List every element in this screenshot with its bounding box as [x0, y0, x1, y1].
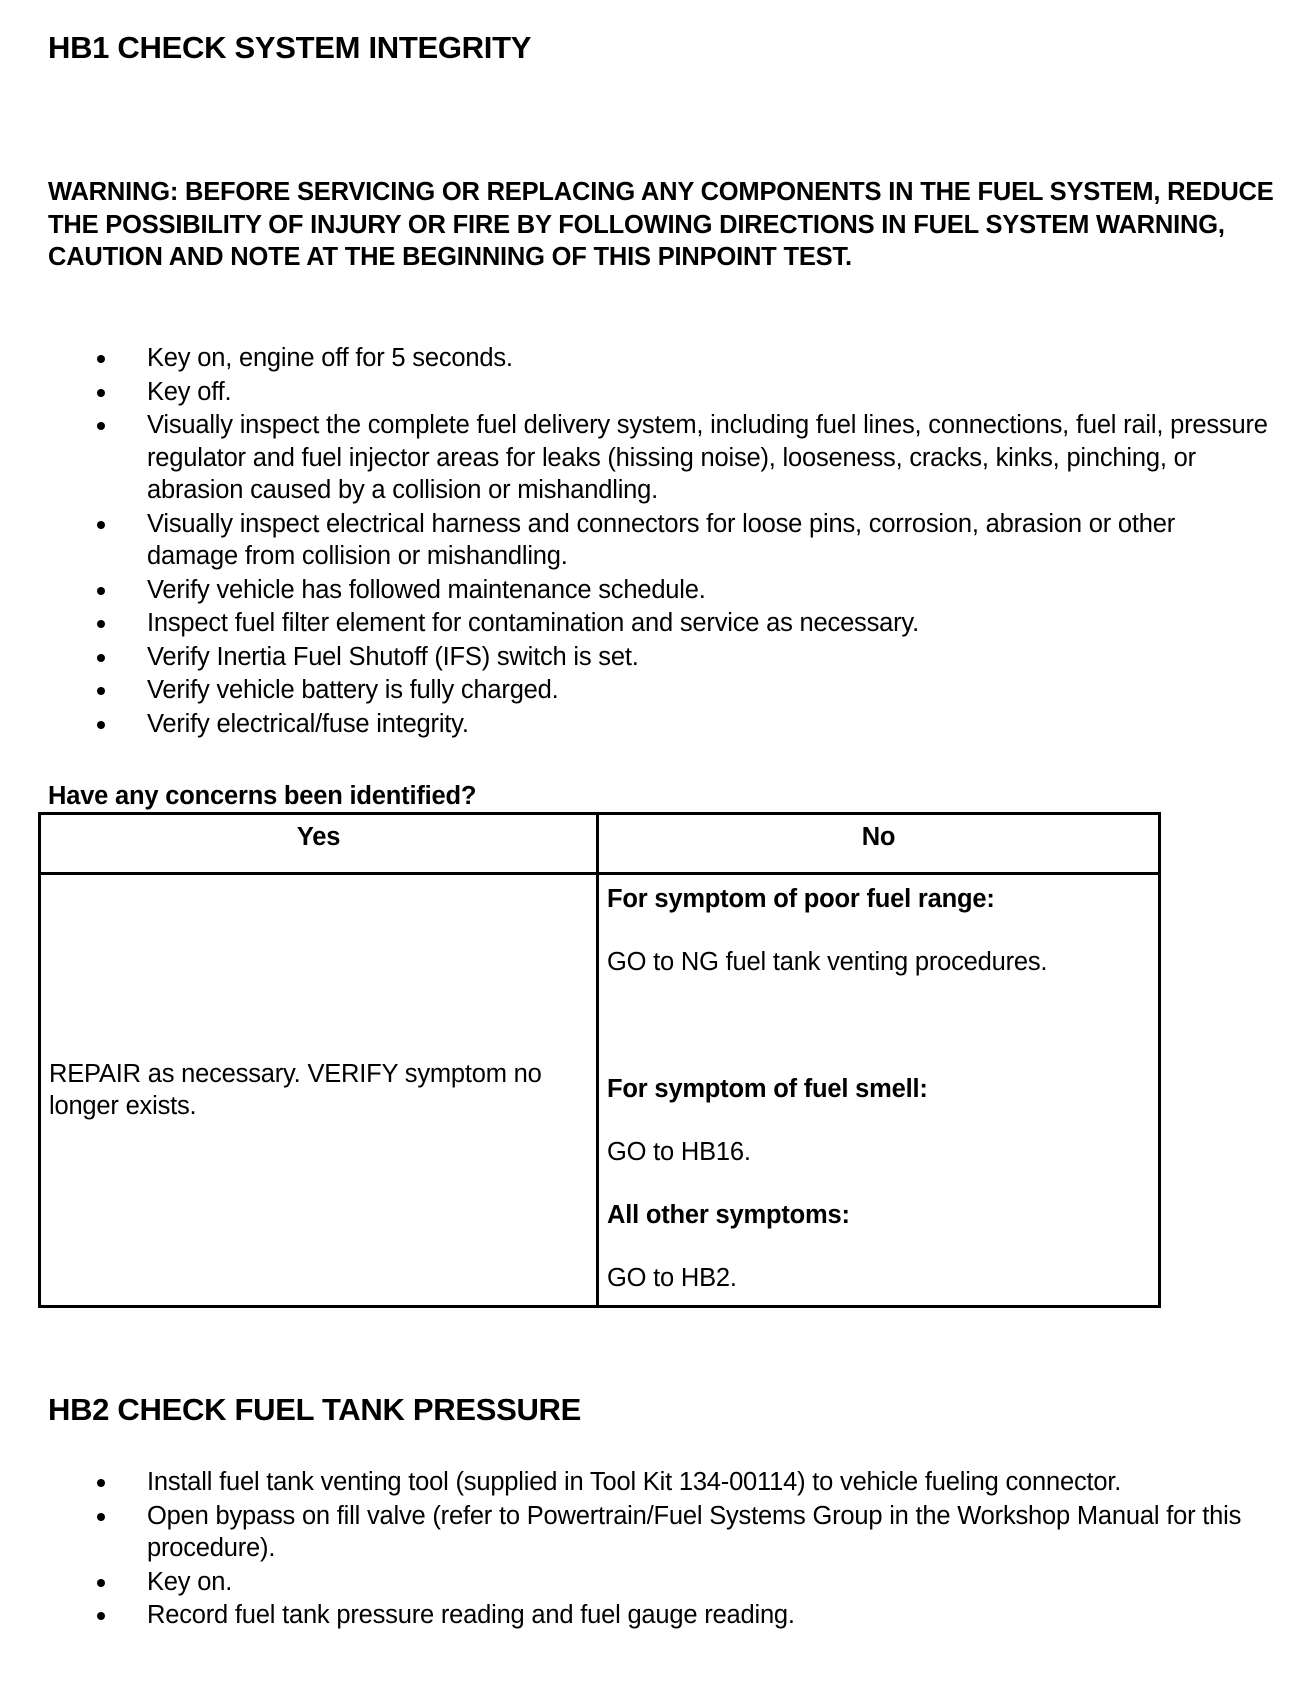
- bullet-icon: [97, 521, 105, 529]
- list-item: [0, 1500, 1270, 1565]
- step-text: Open bypass on fill valve (refer to Powertrain/Fuel Systems Group in the Workshop Manual for this procedure).: [147, 1501, 1242, 1562]
- bullet-icon: [97, 1479, 105, 1487]
- symptom-label: For symptom of fuel smell:: [607, 1075, 928, 1103]
- symptom-action: GO to NG fuel tank venting procedures.: [607, 948, 1048, 976]
- no-item-fuel-smell: [607, 1073, 1150, 1168]
- symptom-action: GO to HB2.: [607, 1264, 737, 1292]
- step-text: Install fuel tank venting tool (supplied in Tool Kit 134-00114) to vehicle fueling connector.: [147, 1468, 1122, 1496]
- table-row: [40, 874, 1160, 1307]
- step-text: Key on, engine off for 5 seconds.: [147, 344, 513, 372]
- table-header-row: [40, 814, 1160, 874]
- bullet-icon: [97, 1513, 105, 1521]
- symptom-label: For symptom of poor fuel range:: [607, 885, 995, 913]
- list-item: [0, 342, 1270, 375]
- hb2-title: HB2 CHECK FUEL TANK PRESSURE: [48, 1392, 582, 1427]
- step-text: Visually inspect electrical harness and connectors for loose pins, corrosion, abrasion or other damage from collision or mishandling.: [147, 509, 1175, 570]
- hb1-title: HB1 CHECK SYSTEM INTEGRITY: [48, 30, 532, 65]
- yes-cell: [40, 874, 598, 1307]
- step-text: Verify Inertia Fuel Shutoff (IFS) switch is set.: [147, 642, 639, 671]
- list-item: [0, 409, 1270, 507]
- step-text: Inspect fuel filter element for contamination and service as necessary.: [147, 609, 919, 637]
- step-text: Key on.: [147, 1567, 233, 1596]
- yes-column-header: Yes: [40, 814, 598, 874]
- bullet-icon: [97, 687, 105, 695]
- concerns-question: Have any concerns been identified?: [48, 782, 477, 810]
- list-item: [0, 1599, 1270, 1632]
- step-text: Visually inspect the complete fuel delivery system, including fuel lines, connections, fuel rail, pressure regulator and fuel injector areas for leaks (hissing noise), looseness, cracks, kinks, pinching, or abrasion caused by a collision or mishandling.: [147, 411, 1268, 504]
- list-item: [0, 508, 1270, 573]
- bullet-icon: [97, 389, 105, 397]
- decision-table: [38, 812, 1161, 1308]
- list-item: [0, 674, 1270, 707]
- hb2-steps-list: [0, 1466, 1270, 1633]
- list-item: [0, 574, 1270, 607]
- step-text: Verify vehicle battery is fully charged.: [147, 676, 559, 704]
- list-item: [0, 708, 1270, 741]
- yes-action-text: REPAIR as necessary. VERIFY symptom no longer exists.: [49, 1060, 542, 1120]
- step-text: Verify electrical/fuse integrity.: [147, 709, 469, 738]
- symptom-action: GO to HB16.: [607, 1138, 751, 1166]
- no-item-other-symptoms: [607, 1199, 1150, 1298]
- fuel-system-warning: WARNING: BEFORE SERVICING OR REPLACING ANY COMPONENTS IN THE FUEL SYSTEM, REDUCE THE POSSIBILITY OF INJURY OR FIRE BY FOLLOWING DIRECTIONS IN FUEL SYSTEM WARNING, CAUTION AND NOTE AT THE BEGINNING OF THIS PINPOINT TEST.: [48, 178, 1274, 271]
- bullet-icon: [97, 654, 105, 662]
- step-text: Key off.: [147, 377, 232, 406]
- no-column-header: No: [598, 814, 1160, 874]
- step-text: Verify vehicle has followed maintenance schedule.: [147, 575, 706, 604]
- bullet-icon: [97, 721, 105, 729]
- no-item-poor-fuel-range: [607, 875, 1150, 978]
- bullet-icon: [97, 1579, 105, 1587]
- bullet-icon: [97, 422, 105, 430]
- no-cell: [598, 874, 1160, 1307]
- bullet-icon: [97, 587, 105, 595]
- step-text: Record fuel tank pressure reading and fuel gauge reading.: [147, 1601, 795, 1629]
- list-item: [0, 1466, 1270, 1499]
- bullet-icon: [97, 1612, 105, 1620]
- list-item: [0, 641, 1270, 674]
- bullet-icon: [97, 355, 105, 363]
- bullet-icon: [97, 620, 105, 628]
- list-item: [0, 1566, 1270, 1599]
- list-item: [0, 376, 1270, 409]
- list-item: [0, 607, 1270, 640]
- symptom-label: All other symptoms:: [607, 1201, 850, 1229]
- hb1-steps-list: [0, 342, 1270, 741]
